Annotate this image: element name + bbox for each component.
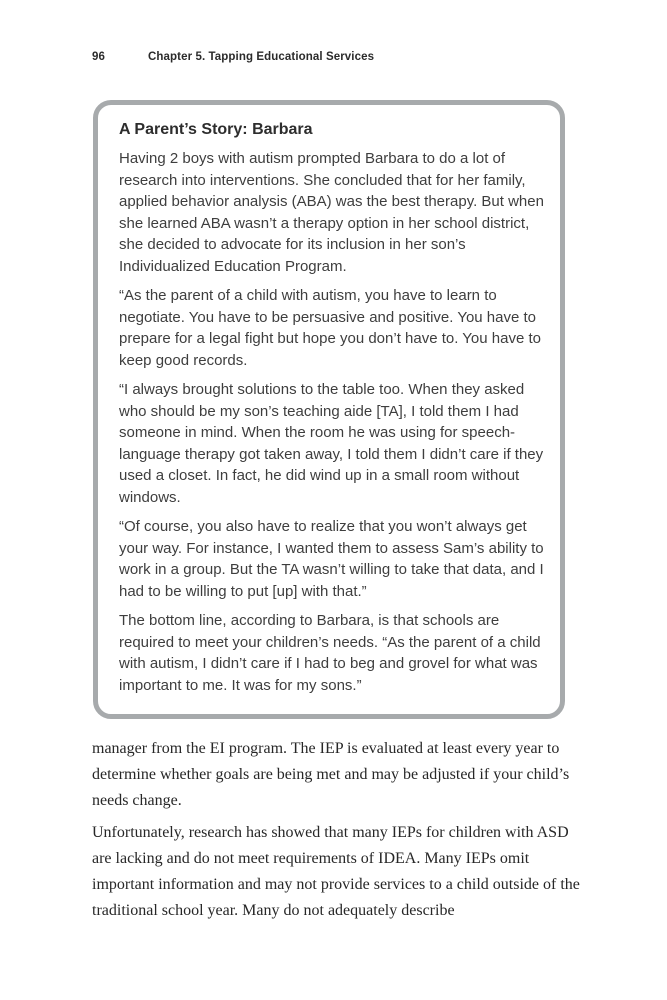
body-paragraph-2: Unfortunately, research has showed that many IEPs for children with ASD are lacking and do not meet requirements of IDEA. Many IEPs omit important information and may not provide services to a child outside of the traditional school year. Many do not adequately describe [92, 824, 580, 919]
page-header [92, 50, 374, 64]
story-box-title: A Parent’s Story: Barbara [119, 121, 313, 138]
page-number: 96 [92, 51, 105, 63]
body-text [92, 736, 584, 930]
parent-story-box [93, 100, 565, 719]
story-paragraph-2: “As the parent of a child with autism, you have to learn to negotiate. You have to be persuasive and positive. You have to prepare for a legal fight but hope you don’t have to. You have to keep good records. [119, 287, 541, 369]
story-paragraph-5: The bottom line, according to Barbara, is that schools are required to meet your children’s needs. “As the parent of a child with autism, I didn’t care if I had to beg and grovel for what was important to me. It was for my sons.” [119, 612, 541, 694]
story-paragraph-1: Having 2 boys with autism prompted Barbara to do a lot of research into interventions. She concluded that for her family, applied behavior analysis (ABA) was the best therapy. But when she learned ABA wasn’t a therapy option in her school district, she decided to advocate for its inclusion in her son’s Individualized Education Program. [119, 150, 544, 275]
chapter-title: Chapter 5. Tapping Educational Services [148, 51, 375, 63]
story-paragraph-3: “I always brought solutions to the table too. When they asked who should be my son’s teaching aide [TA], I told them I had someone in mind. When the room he was using for speech-language therapy got taken away, I told them I didn’t care if they used a closet. In fact, he did wind up in a small room without windows. [119, 381, 544, 506]
story-paragraph-4: “Of course, you also have to realize that you won’t always get your way. For instance, I wanted them to assess Sam’s ability to work in a group. But the TA wasn’t willing to take that data, and I had to be willing to put [up] with that.” [119, 518, 544, 600]
body-paragraph-1: manager from the EI program. The IEP is evaluated at least every year to determine whether goals are being met and may be adjusted if your child’s needs change. [92, 740, 570, 809]
